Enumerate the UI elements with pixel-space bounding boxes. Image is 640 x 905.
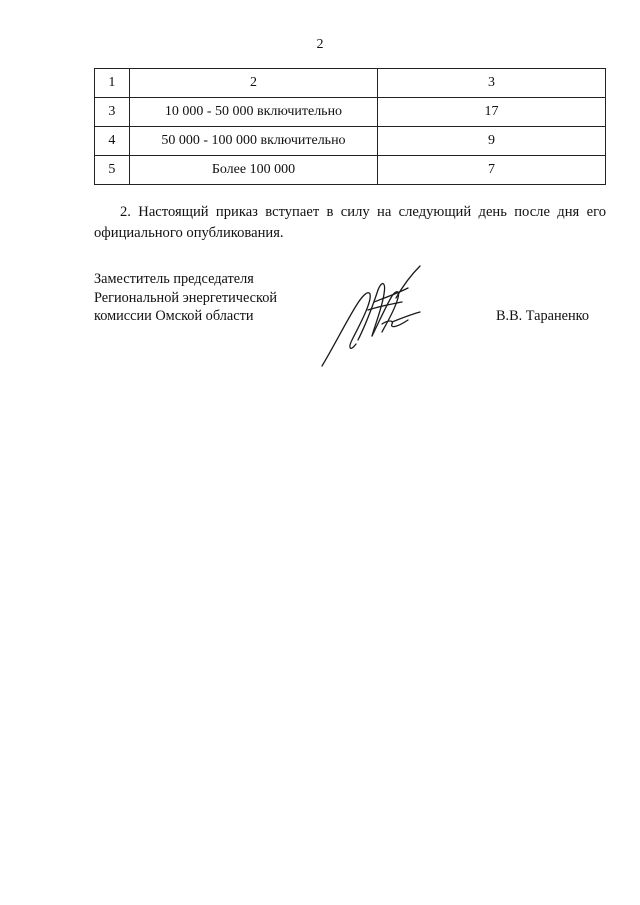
- signature-stroke: [358, 284, 385, 340]
- signer-position: [94, 270, 314, 326]
- table-row: [95, 156, 606, 185]
- table-cell: 9: [378, 127, 606, 156]
- table-cell: 17: [378, 98, 606, 127]
- signer-position-line: Региональной энергетической: [94, 289, 278, 306]
- signer-position-line: Заместитель председателя: [94, 271, 254, 287]
- table-cell: 4: [95, 127, 130, 156]
- table-row: [95, 69, 606, 98]
- table-cell: Более 100 000: [129, 156, 377, 185]
- table-cell: 3: [95, 98, 130, 127]
- page-number: 2: [316, 37, 324, 52]
- signer-position-line: комиссии Омской области: [94, 308, 254, 324]
- signature-stroke: [396, 266, 420, 298]
- table-cell: 10 000 - 50 000 включительно: [129, 98, 377, 127]
- table-row: [95, 98, 606, 127]
- table-cell: 5: [95, 156, 130, 185]
- table-cell: 7: [378, 156, 606, 185]
- table-cell: 2: [129, 69, 377, 98]
- data-table: [94, 68, 606, 185]
- signer-name: В.В. Тараненко: [496, 308, 590, 324]
- table-row: [95, 127, 606, 156]
- signature-icon: [312, 262, 432, 374]
- table-cell: 50 000 - 100 000 включительно: [129, 127, 377, 156]
- signature-stroke: [392, 312, 420, 322]
- signature-stroke: [374, 288, 408, 302]
- order-paragraph: 2. Настоящий приказ вступает в силу на следующий день после дня его официального опубликования.: [94, 204, 606, 241]
- table-cell: 1: [95, 69, 130, 98]
- table-cell: 3: [378, 69, 606, 98]
- signature-stroke: [372, 292, 399, 336]
